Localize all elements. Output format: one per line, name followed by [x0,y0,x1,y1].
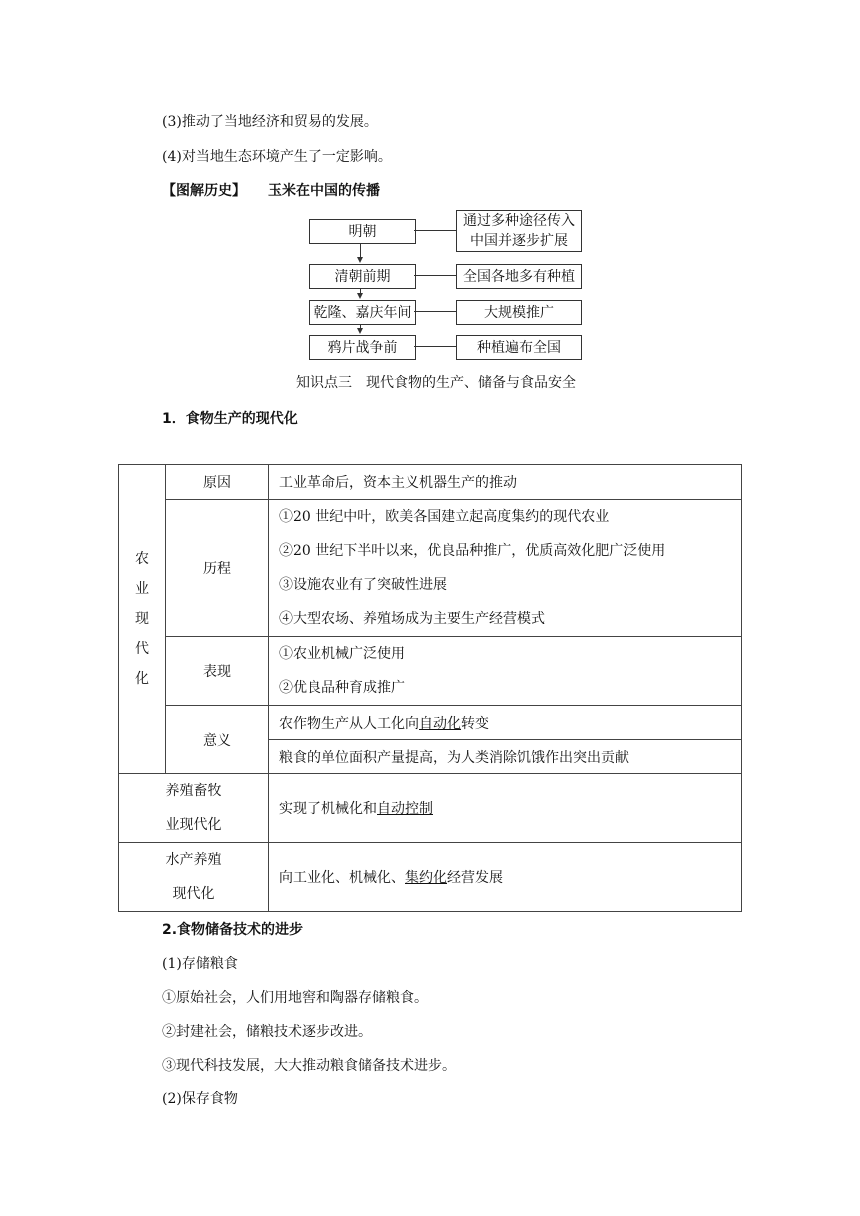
flow-arrow-down [357,328,363,334]
flow-link [414,346,456,347]
intro-item-4: (4)对当地生态环境产生了一定影响。 [162,149,392,165]
note-qianlong-jiaqing: 大规模推广 [456,300,582,325]
performance-items [269,637,742,706]
meaning-1-underlined: 自动化 [419,715,461,732]
aqua-post: 经营发展 [447,870,503,886]
diagram-section-title: 玉米在中国的传播 [268,183,380,199]
note-before-opium-war: 种植遍布全国 [456,335,582,360]
aqua-underlined: 集约化 [405,870,447,886]
note-early-qing: 全国各地多有种植 [456,264,582,289]
process-item: ①20 世纪中叶，欧美各国建立起高度集约的现代农业 [279,509,610,525]
meaning-text-1 [269,706,742,740]
process-item: ③设施农业有了突破性进展 [279,577,447,593]
aquaculture-label [119,843,269,912]
aqua-pre: 向工业化、机械化、 [279,870,405,886]
performance-item: ①农业机械广泛使用 [279,646,405,662]
agri-char: 农 [135,551,149,567]
section1-title: 1．食物生产的现代化 [162,411,298,427]
performance-item: ②优良品种育成推广 [279,680,405,696]
agri-char: 现 [135,611,149,627]
stage-before-opium-war: 鸦片战争前 [309,335,416,360]
reason-text: 工业革命后，资本主义机器生产的推动 [269,465,742,500]
agri-char: 业 [135,581,149,597]
note-ming [456,210,582,252]
aqua-label-line1: 水产养殖 [165,852,222,868]
livestock-label [119,774,269,843]
process-items [269,500,742,637]
diagram-heading [162,180,380,200]
note-ming-line1: 通过多种途径传入 [463,213,575,229]
flow-connector [360,243,361,258]
flow-arrow-down [357,293,363,299]
knowledge-point-title: 知识点三 现代食物的生产、储备与食品安全 [296,375,576,391]
meaning-label: 意义 [166,706,269,774]
section2-sub1: (1)存储粮食 [162,956,238,972]
flow-link [414,275,456,276]
aquaculture-text [269,843,742,912]
livestock-pre: 实现了机械化和 [279,801,377,817]
livestock-label-line2: 业现代化 [165,817,222,833]
section2-item: ②封建社会，储粮技术逐步改进。 [162,1024,372,1040]
stage-ming: 明朝 [309,219,416,244]
performance-label: 表现 [166,637,269,706]
section2-sub2: (2)保存食物 [162,1091,238,1107]
aqua-label-line2: 现代化 [172,886,215,902]
process-item: ②20 世纪下半叶以来，优良品种推广，优质高效化肥广泛使用 [279,543,666,559]
meaning-text-2: 粮食的单位面积产量提高，为人类消除饥饿作出突出贡献 [269,740,742,774]
section2-item: ③现代科技发展，大大推动粮食储备技术进步。 [162,1058,456,1074]
food-production-table [118,464,742,912]
section2-item: ①原始社会，人们用地窖和陶器存储粮食。 [162,990,428,1006]
livestock-text [269,774,742,843]
flow-link [414,311,456,312]
section2-title: 2.食物储备技术的进步 [162,922,304,938]
livestock-underlined: 自动控制 [377,801,433,817]
process-item: ④大型农场、养殖场成为主要生产经营模式 [279,611,545,627]
agri-char: 化 [135,671,149,687]
agri-char: 代 [135,641,149,657]
stage-qianlong-jiaqing: 乾隆、嘉庆年间 [309,300,416,325]
meaning-1-pre: 农作物生产从人工化向 [279,715,419,732]
intro-item-3: (3)推动了当地经济和贸易的发展。 [162,114,378,130]
process-label: 历程 [166,500,269,637]
reason-label: 原因 [166,465,269,500]
diagram-section-label: 【图解历史】 [162,183,246,199]
agri-modernization-label [119,465,166,774]
stage-early-qing: 清朝前期 [309,264,416,289]
meaning-1-post: 转变 [461,715,489,732]
flow-link [414,230,456,231]
flow-arrow-down [357,257,363,263]
livestock-label-line1: 养殖畜牧 [165,783,222,799]
note-ming-line2: 中国并逐步扩展 [470,233,568,249]
